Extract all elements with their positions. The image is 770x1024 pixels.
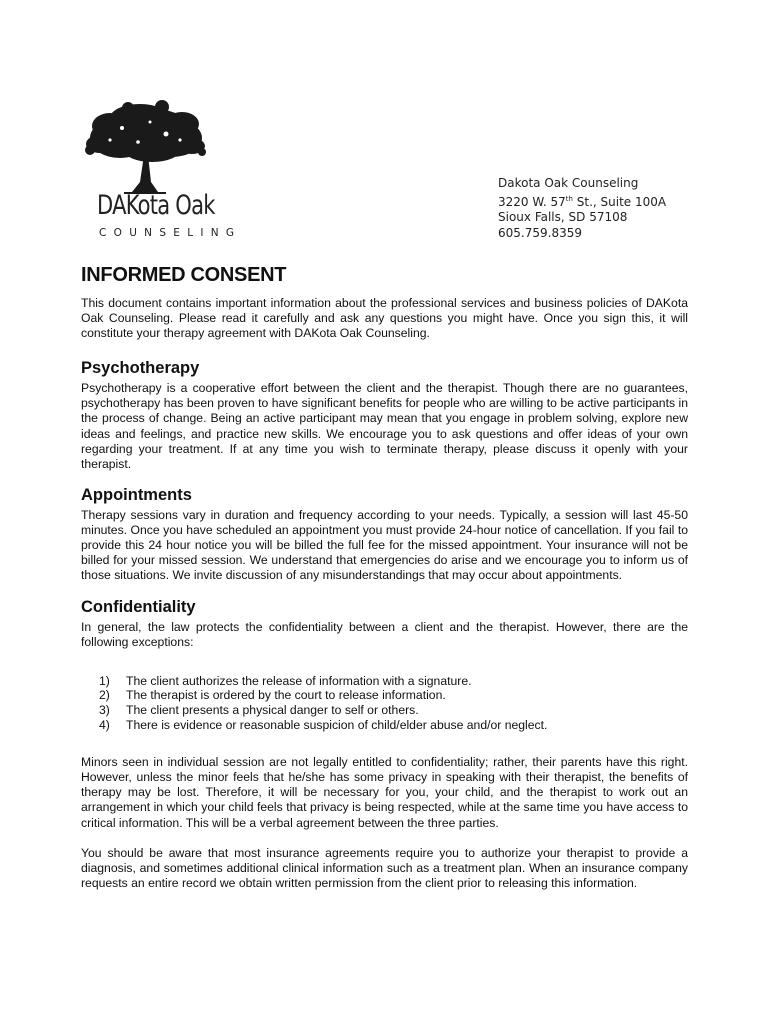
section-paragraph: In general, the law protects the confidentiality between a client and the therapist. However, there are the following exceptions: xyxy=(81,620,688,650)
address-city: Sioux Falls, SD 57108 xyxy=(498,210,628,224)
list-item-text: There is evidence or reasonable suspicion of child/elder abuse and/or neglect. xyxy=(126,718,548,733)
address-street-rest: St., Suite 100A xyxy=(572,194,667,209)
list-item xyxy=(81,703,688,718)
list-item-text: The therapist is ordered by the court to release information. xyxy=(126,688,446,703)
minors-paragraph: Minors seen in individual session are not legally entitled to confidentiality; rather, their parents have this right. However, unless the minor feels that he/she has some privacy in speaking with their therapist, the benefits of therapy may be lost. Therefore, it will be necessary for you, your child, and the therapist to work out an arrangement in which your child feels that privacy is being respected, while at the same time you have access to critical information. This will be a verbal agreement between the three parties. xyxy=(81,755,688,830)
exceptions-list xyxy=(81,674,688,734)
oak-tree-icon xyxy=(80,100,210,195)
address-phone: 605.759.8359 xyxy=(498,225,582,240)
address-company: Dakota Oak Counseling xyxy=(498,176,639,190)
list-number: 2) xyxy=(99,688,110,703)
list-item xyxy=(81,718,688,733)
address-street xyxy=(498,192,666,211)
list-number: 3) xyxy=(99,703,110,718)
list-item-text: The client authorizes the release of information with a signature. xyxy=(126,673,472,688)
list-item-text: The client presents a physical danger to self or others. xyxy=(126,703,419,718)
section-paragraph: Therapy sessions vary in duration and frequency according to your needs. Typically, a session will last 45-50 minutes. Once you have scheduled an appointment you must provide 24-hour notice of cancellation. If you fail to provide this 24 hour notice you will be billed the full fee for the missed appointment. Your insurance will not be billed for your missed session. We understand that emergencies do arise and we encourage you to inform us of those situations. We invite discussion of any misunderstandings that may occur about appointments. xyxy=(81,507,688,583)
address-street-suffix: th xyxy=(565,194,573,203)
section-confidentiality xyxy=(81,598,688,891)
section-heading: Confidentiality xyxy=(81,598,196,617)
document-title: INFORMED CONSENT xyxy=(81,264,287,286)
section-paragraph: Psychotherapy is a cooperative effort between the client and the therapist. Though there are no guarantees, psychotherapy has been proven to have significant benefits for people who are willing to be active participants in the process of change. Being an active participant may mean that you engage in problem solving, explore new ideas and feelings, and practice new skills. We encourage you to ask questions and offer ideas of your own regarding your treatment. If at any time you wish to terminate therapy, please discuss it openly with your therapist. xyxy=(81,381,688,471)
address-block xyxy=(498,176,666,241)
list-number: 4) xyxy=(99,718,110,733)
company-logo xyxy=(80,100,242,240)
list-item xyxy=(81,688,688,703)
section-heading: Psychotherapy xyxy=(81,359,200,378)
logo-subtitle: COUNSELING xyxy=(99,227,242,239)
insurance-paragraph: You should be aware that most insurance agreements require you to authorize your therapist to provide a diagnosis, and sometimes additional clinical information such as a treatment plan. When an insurance company requests an entire record we obtain written permission from the client prior to releasing this information. xyxy=(81,845,688,890)
section-appointments xyxy=(81,486,688,583)
section-heading: Appointments xyxy=(81,485,192,504)
logo-name: DAKota Oak xyxy=(97,190,215,221)
document-body xyxy=(81,264,688,891)
intro-paragraph: This document contains important information about the professional services and business policies of DAKota Oak Counseling. Please read it carefully and ask any questions you might have. Once you sign this, it will constitute your therapy agreement with DAKota Oak Counseling. xyxy=(81,296,688,341)
list-item xyxy=(81,674,688,689)
list-number: 1) xyxy=(99,673,110,688)
section-psychotherapy xyxy=(81,359,688,472)
address-street-number: 3220 W. 57 xyxy=(498,194,566,209)
